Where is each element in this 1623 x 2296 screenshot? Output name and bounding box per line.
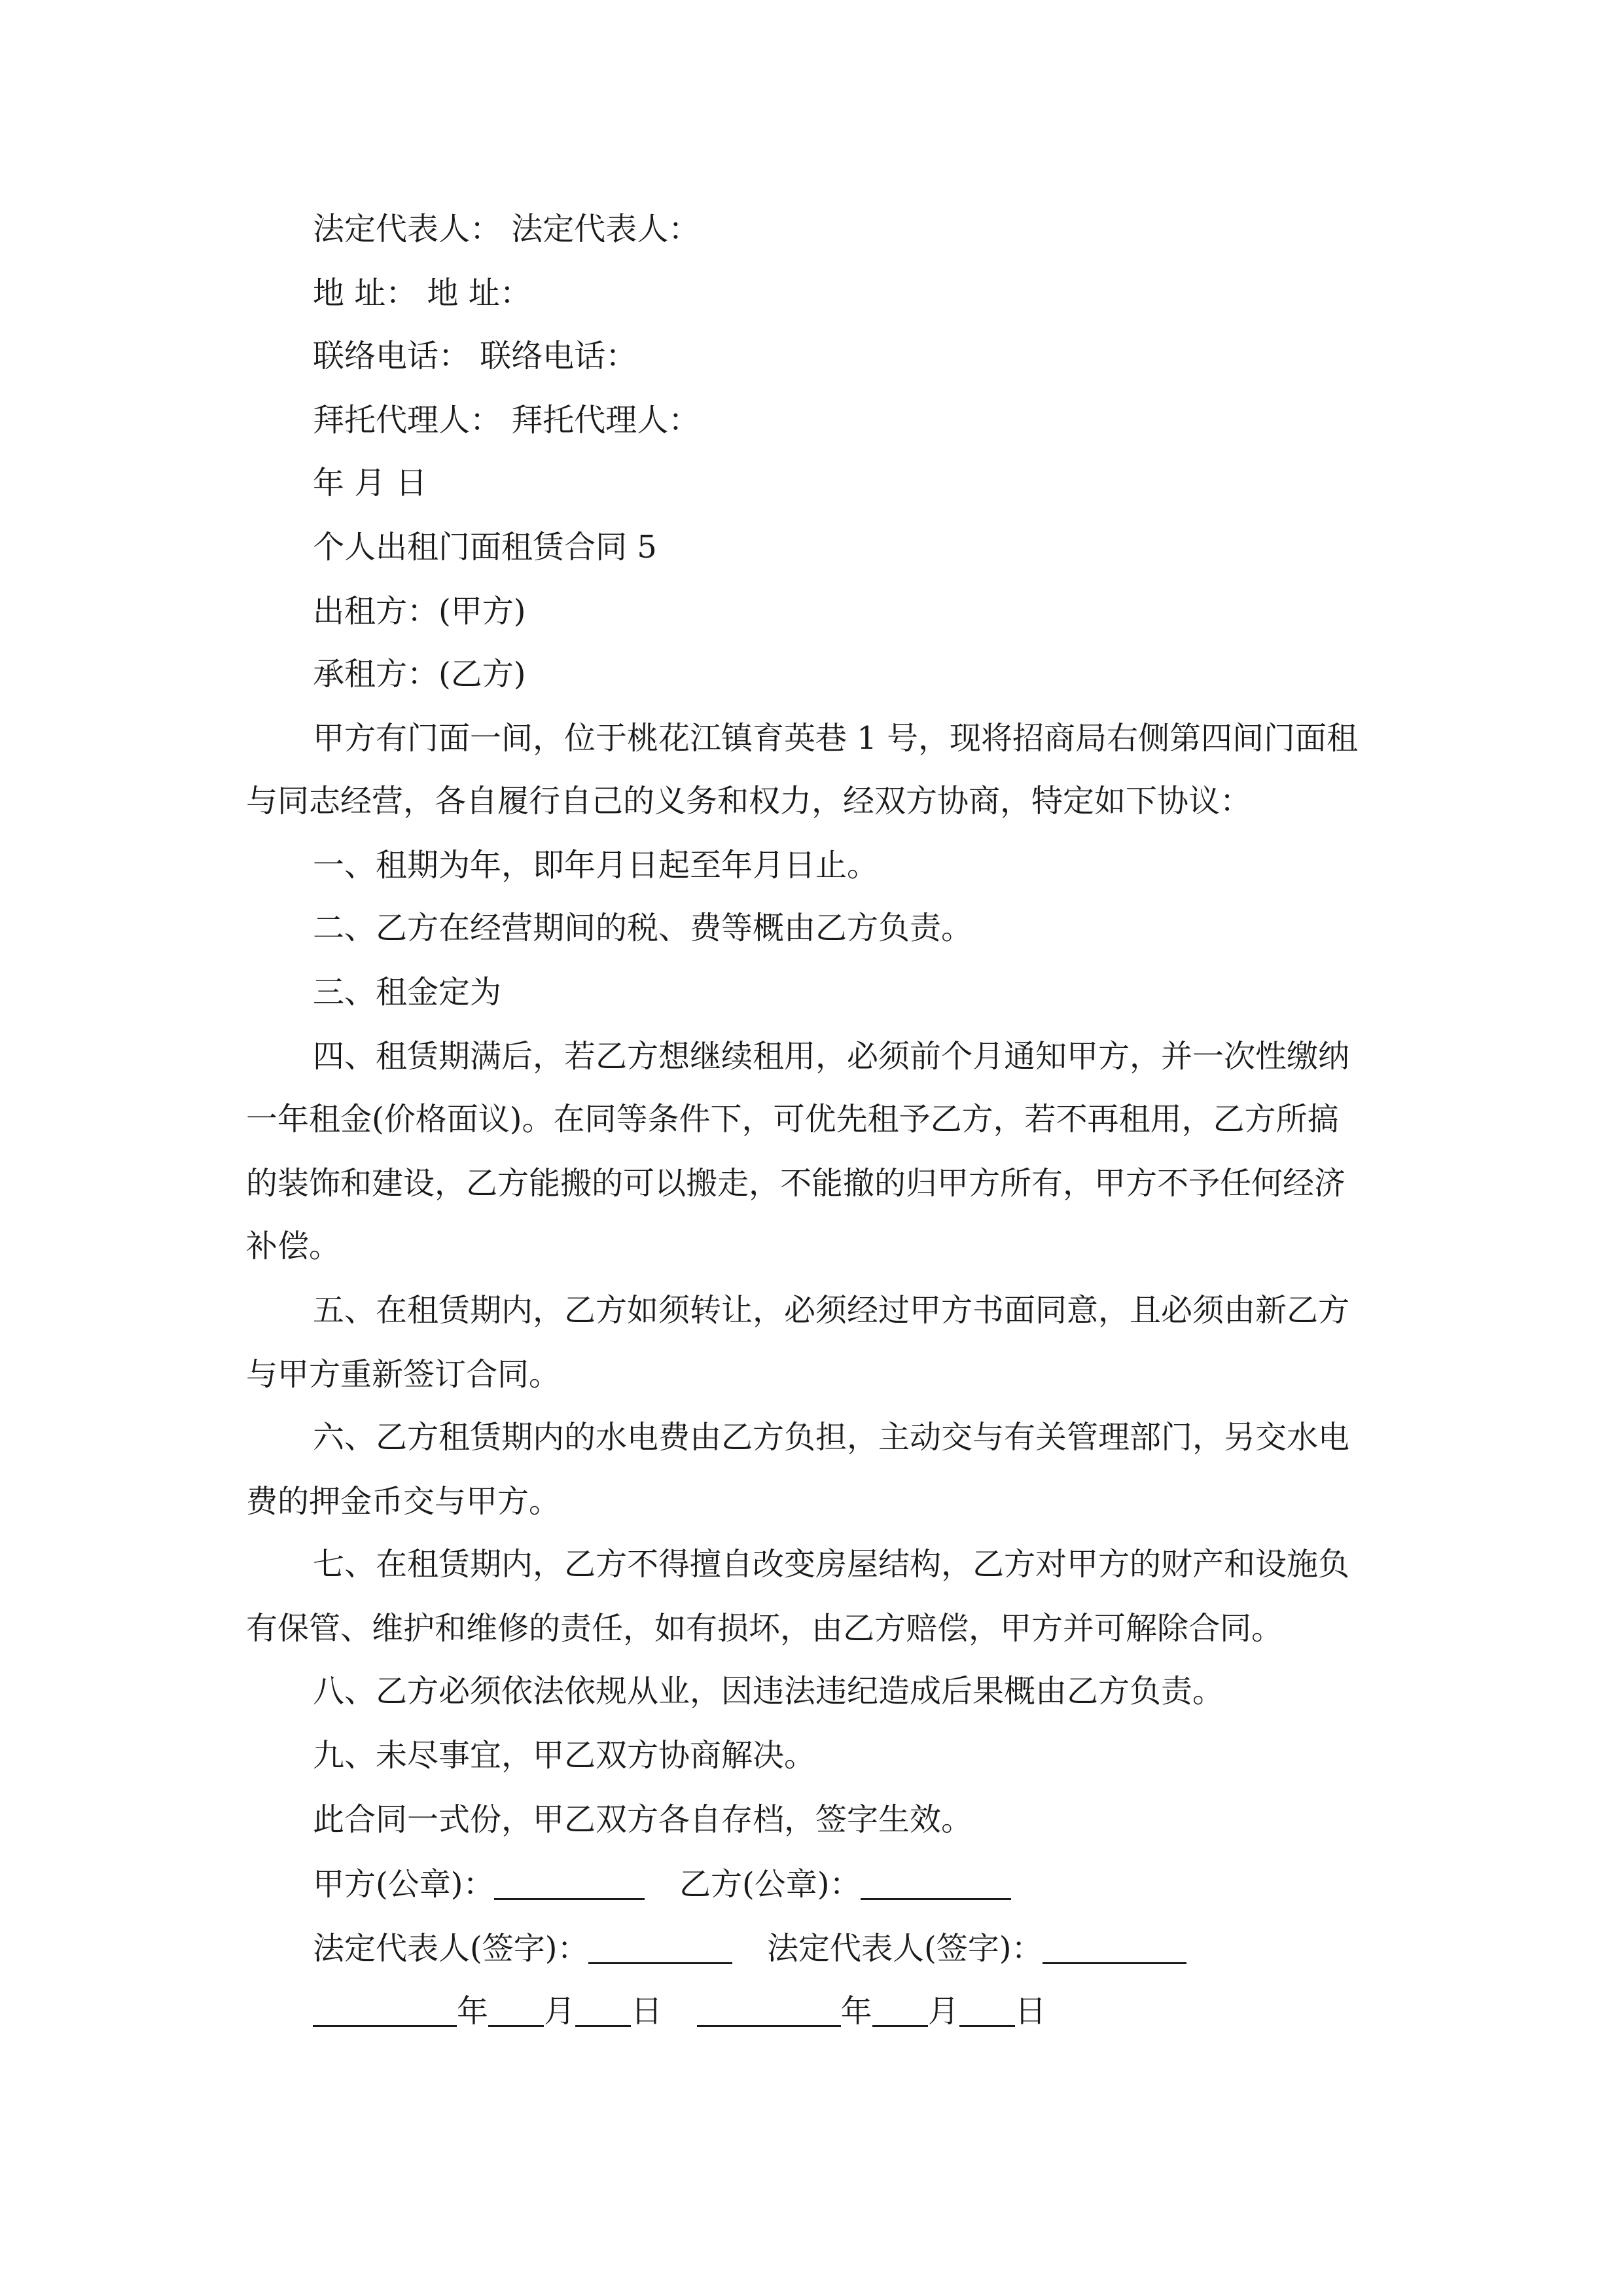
phone-line: 联络电话： 联络电话：: [313, 338, 637, 374]
rep-sign-b-blank[interactable]: [1043, 1931, 1186, 1964]
day-label: 日: [1014, 1993, 1046, 2030]
clause-2: 二、乙方在经营期间的税、费等概由乙方负责。: [313, 910, 973, 946]
rep-sign-a-blank[interactable]: [588, 1931, 732, 1964]
day-blank-a[interactable]: [575, 1994, 631, 2027]
clause-3: 三、租金定为: [313, 974, 502, 1011]
clause-1: 一、租期为年，即年月日起至年月日止。: [313, 847, 879, 884]
month-blank-a[interactable]: [488, 1994, 544, 2027]
intro-line: 甲方有门面一间，位于桃花江镇育英巷 1 号，现将招商局右侧第四间门面租: [313, 720, 1359, 757]
clause-7-line: 七、在租赁期内，乙方不得擅自改变房屋结构，乙方对甲方的财产和设施负: [313, 1546, 1350, 1583]
clause-4-line: 一年租金(价格面议)。在同等条件下，可优先租予乙方，若不再租用，乙方所搞: [246, 1101, 1339, 1138]
clause-4-line: 的装饰和建设，乙方能搬的可以搬走，不能撤的归甲方所有，甲方不予任何经济: [246, 1165, 1346, 1202]
year-blank-b[interactable]: [697, 1994, 841, 2027]
party-b-seal-label: 乙方(公章)：: [679, 1866, 861, 1903]
clause-5-line: 五、在租赁期内，乙方如须转让，必须经过甲方书面同意，且必须由新乙方: [313, 1292, 1350, 1329]
rep-sign-b-label: 法定代表人(签字)：: [767, 1930, 1043, 1967]
rep-sign-line: [313, 1930, 1186, 1967]
clause-4-line: 补偿。: [246, 1228, 341, 1265]
clause-4-line: 四、租赁期满后，若乙方想继续租用，必须前个月通知甲方，并一次性缴纳: [313, 1038, 1350, 1075]
party-a-seal-label: 甲方(公章)：: [313, 1866, 495, 1903]
sign-date-line: [313, 1993, 1046, 2030]
agent-line: 拜托代理人： 拜托代理人：: [313, 402, 700, 439]
clause-6-line: 六、乙方租赁期内的水电费由乙方负担，主动交与有关管理部门，另交水电: [313, 1419, 1350, 1456]
clause-9: 九、未尽事宜，甲乙双方协商解决。: [313, 1737, 816, 1774]
party-a-seal-blank[interactable]: [494, 1867, 645, 1900]
day-blank-b[interactable]: [959, 1994, 1015, 2027]
year-label: 年: [840, 1993, 872, 2030]
contract-title: 个人出租门面租赁合同 5: [313, 529, 657, 565]
year-blank-a[interactable]: [313, 1994, 457, 2027]
clause-7-line: 有保管、维护和维修的责任，如有损坏，由乙方赔偿，甲方并可解除合同。: [246, 1610, 1283, 1647]
month-label: 月: [927, 1993, 959, 2030]
rep-sign-a-label: 法定代表人(签字)：: [313, 1930, 589, 1967]
clause-5-line: 与甲方重新签订合同。: [246, 1356, 561, 1393]
intro-line: 与同志经营，各自履行自己的义务和权力，经双方协商，特定如下协议：: [246, 783, 1252, 819]
lessee-line: 承租方：(乙方): [313, 656, 526, 692]
lessor-line: 出租方：(甲方): [313, 593, 526, 630]
month-blank-b[interactable]: [872, 1994, 928, 2027]
party-b-seal-blank[interactable]: [861, 1867, 1011, 1900]
seal-line: [313, 1866, 1011, 1903]
clause-6-line: 费的押金币交与甲方。: [246, 1483, 561, 1520]
date-line: 年 月 日: [313, 465, 427, 501]
year-label: 年: [457, 1993, 489, 2030]
legal-rep-line: 法定代表人： 法定代表人：: [313, 211, 700, 247]
address-line: 地 址： 地 址：: [313, 275, 531, 312]
month-label: 月: [544, 1993, 576, 2030]
day-label: 日: [631, 1993, 663, 2030]
copies-line: 此合同一式份，甲乙双方各自存档，签字生效。: [313, 1801, 973, 1838]
clause-8: 八、乙方必须依法依规从业，因违法违纪造成后果概由乙方负责。: [313, 1673, 1224, 1710]
